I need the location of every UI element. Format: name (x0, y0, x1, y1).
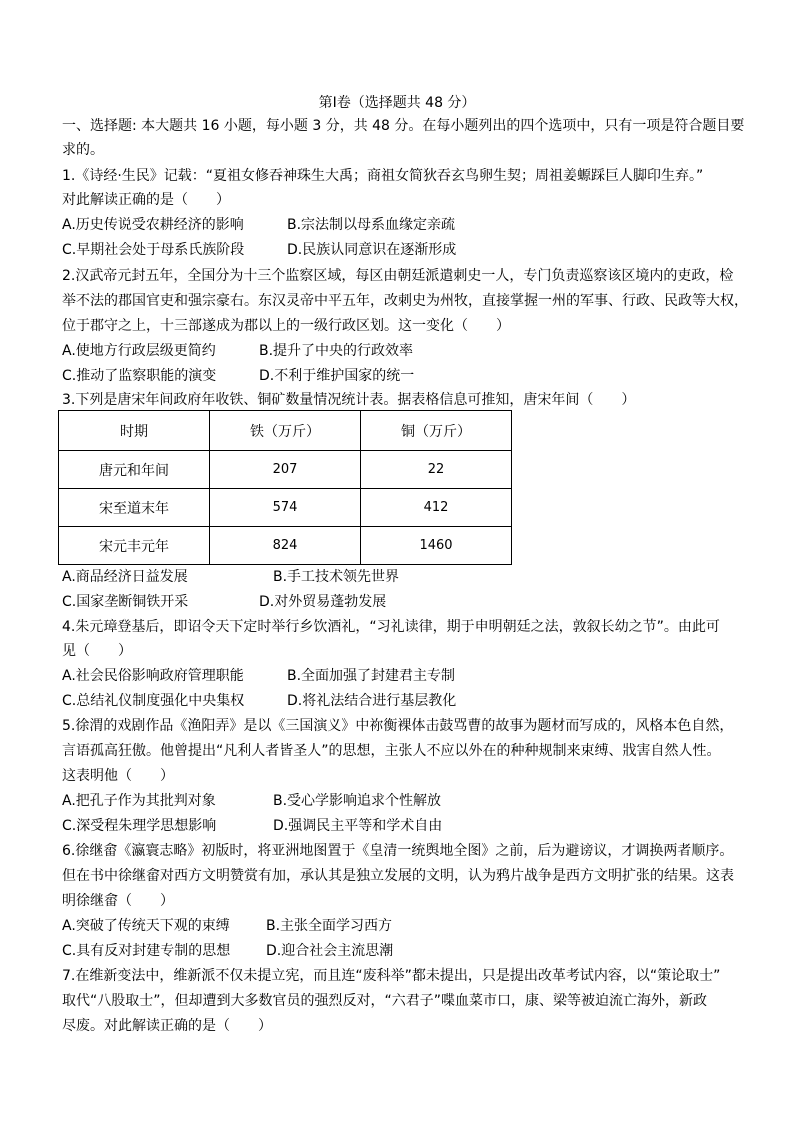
question-6-option-c[interactable]: C.具有反对封建专制的思想 (62, 943, 231, 959)
question-1-option-c[interactable]: C.早期社会处于母系氏族阶段 (62, 242, 245, 258)
question-2-stem-3: 位于郡守之上，十三部遂成为郡以上的一级行政区划。这一变化（ ） (62, 318, 510, 334)
question-7-stem-1: 7.在维新变法中，维新派不仅未提立宪，而且连“废科举”都未提出，只是提出改革考试内容，以“策论取士” (62, 968, 721, 984)
question-5-option-b[interactable]: B.受心学影响追求个性解放 (273, 793, 442, 809)
question-5-stem-1: 5.徐渭的戏剧作品《渔阳弄》是以《三国演义》中祢衡裸体击鼓骂曹的故事为题材而写成的，风格本色自然， (62, 718, 734, 734)
question-5-option-d[interactable]: D.强调民主平等和学术自由 (273, 818, 443, 834)
question-1-stem-1: 1.《诗经·生民》记载：“夏祖女修吞神珠生大禹；商祖女简狄吞玄鸟卵生契；周祖姜螈踩巨人脚印生弃。” (62, 168, 704, 184)
question-6-stem-3: 明徐继畲（ ） (62, 893, 174, 909)
table-row (59, 451, 512, 489)
question-1-stem-2: 对此解读正确的是（ ） (62, 192, 230, 208)
question-3-stem-1: 3.下列是唐宋年间政府年收铁、铜矿数量情况统计表。据表格信息可推知，唐宋年间（ ） (62, 392, 636, 408)
question-3-option-c[interactable]: C.国家垄断铜铁开采 (62, 594, 189, 610)
table-cell: 宋元丰元年 (59, 527, 210, 565)
statistics-table (58, 410, 512, 565)
question-2-stem-2: 举不法的郡国官吏和强宗豪右。东汉灵帝中平五年，改刺史为州牧，直接掌握一州的军事、行政、民政等大权， (62, 293, 748, 309)
question-2-option-b[interactable]: B.提升了中央的行政效率 (259, 343, 414, 359)
question-6-option-b[interactable]: B.主张全面学习西方 (266, 918, 393, 934)
question-1-option-d[interactable]: D.民族认同意识在逐渐形成 (287, 242, 457, 258)
table-cell: 574 (210, 489, 361, 527)
question-2-option-a[interactable]: A.使地方行政层级更简约 (62, 343, 216, 359)
instructions-line-2: 求的。 (62, 142, 104, 158)
question-6-stem-2: 但在书中徐继畲对西方文明赞赏有加，承认其是独立发展的文明，认为鸦片战争是西方文明扩张的结果。这表 (62, 868, 734, 884)
table-row (59, 489, 512, 527)
question-4-stem-2: 见（ ） (62, 643, 132, 659)
table-header-row (59, 411, 512, 451)
question-4-option-c[interactable]: C.总结礼仪制度强化中央集权 (62, 693, 245, 709)
question-6-option-a[interactable]: A.突破了传统天下观的束缚 (62, 918, 230, 934)
table-header-cell: 时期 (59, 411, 210, 451)
question-7-stem-2: 取代“八股取士”，但却遭到大多数官员的强烈反对，“六君子”喋血菜市口，康、梁等被迫流亡海外，新政 (62, 993, 708, 1009)
table-cell: 824 (210, 527, 361, 565)
question-6-stem-1: 6.徐继畲《瀛寰志略》初版时，将亚洲地图置于《皇清一统舆地全图》之前，后为避谤议，才调换两者顺序。 (62, 843, 734, 859)
question-5-stem-3: 这表明他（ ） (62, 768, 174, 784)
table-header-cell: 铁（万斤） (210, 411, 361, 451)
section-title: 第Ⅰ卷（选择题共 48 分） (318, 95, 476, 111)
table-cell: 宋至道末年 (59, 489, 210, 527)
question-5-option-c[interactable]: C.深受程朱理学思想影响 (62, 818, 217, 834)
instructions-line-1: 一、选择题: 本大题共 16 小题，每小题 3 分，共 48 分。在每小题列出的四个选项中，只有一项是符合题目要 (62, 118, 745, 134)
question-6-option-d[interactable]: D.迎合社会主流思潮 (266, 943, 394, 959)
table-cell: 1460 (361, 527, 512, 565)
table-cell: 412 (361, 489, 512, 527)
question-5-stem-2: 言语孤高狂傲。他曾提出“凡利人者皆圣人”的思想，主张人不应以外在的种种规制来束缚、戕害自然人性。 (62, 743, 721, 759)
question-4-option-d[interactable]: D.将礼法结合进行基层教化 (287, 693, 457, 709)
question-1-option-b[interactable]: B.宗法制以母系血缘定亲疏 (287, 217, 456, 233)
question-3-option-b[interactable]: B.手工技术领先世界 (273, 569, 400, 585)
question-5-option-a[interactable]: A.把孔子作为其批判对象 (62, 793, 216, 809)
question-2-stem-1: 2.汉武帝元封五年，全国分为十三个监察区域，每区由朝廷派遣刺史一人，专门负责巡察该区境内的吏政，检 (62, 268, 734, 284)
table-cell: 207 (210, 451, 361, 489)
question-3-option-d[interactable]: D.对外贸易蓬勃发展 (259, 594, 387, 610)
question-1-option-a[interactable]: A.历史传说受农耕经济的影响 (62, 217, 244, 233)
question-7-stem-3: 尽废。对此解读正确的是（ ） (62, 1018, 272, 1034)
table-cell: 22 (361, 451, 512, 489)
table-header-cell: 铜（万斤） (361, 411, 512, 451)
question-2-option-c[interactable]: C.推动了监察职能的演变 (62, 368, 217, 384)
question-4-option-a[interactable]: A.社会民俗影响政府管理职能 (62, 668, 244, 684)
question-4-stem-1: 4.朱元璋登基后，即诏令天下定时举行乡饮酒礼，“习礼读律，期于申明朝廷之法，敦叙长幼之节”。由此可 (62, 619, 720, 635)
table-row (59, 527, 512, 565)
question-2-option-d[interactable]: D.不利于维护国家的统一 (259, 368, 415, 384)
question-4-option-b[interactable]: B.全面加强了封建君主专制 (287, 668, 456, 684)
question-3-option-a[interactable]: A.商品经济日益发展 (62, 569, 188, 585)
table-cell: 唐元和年间 (59, 451, 210, 489)
